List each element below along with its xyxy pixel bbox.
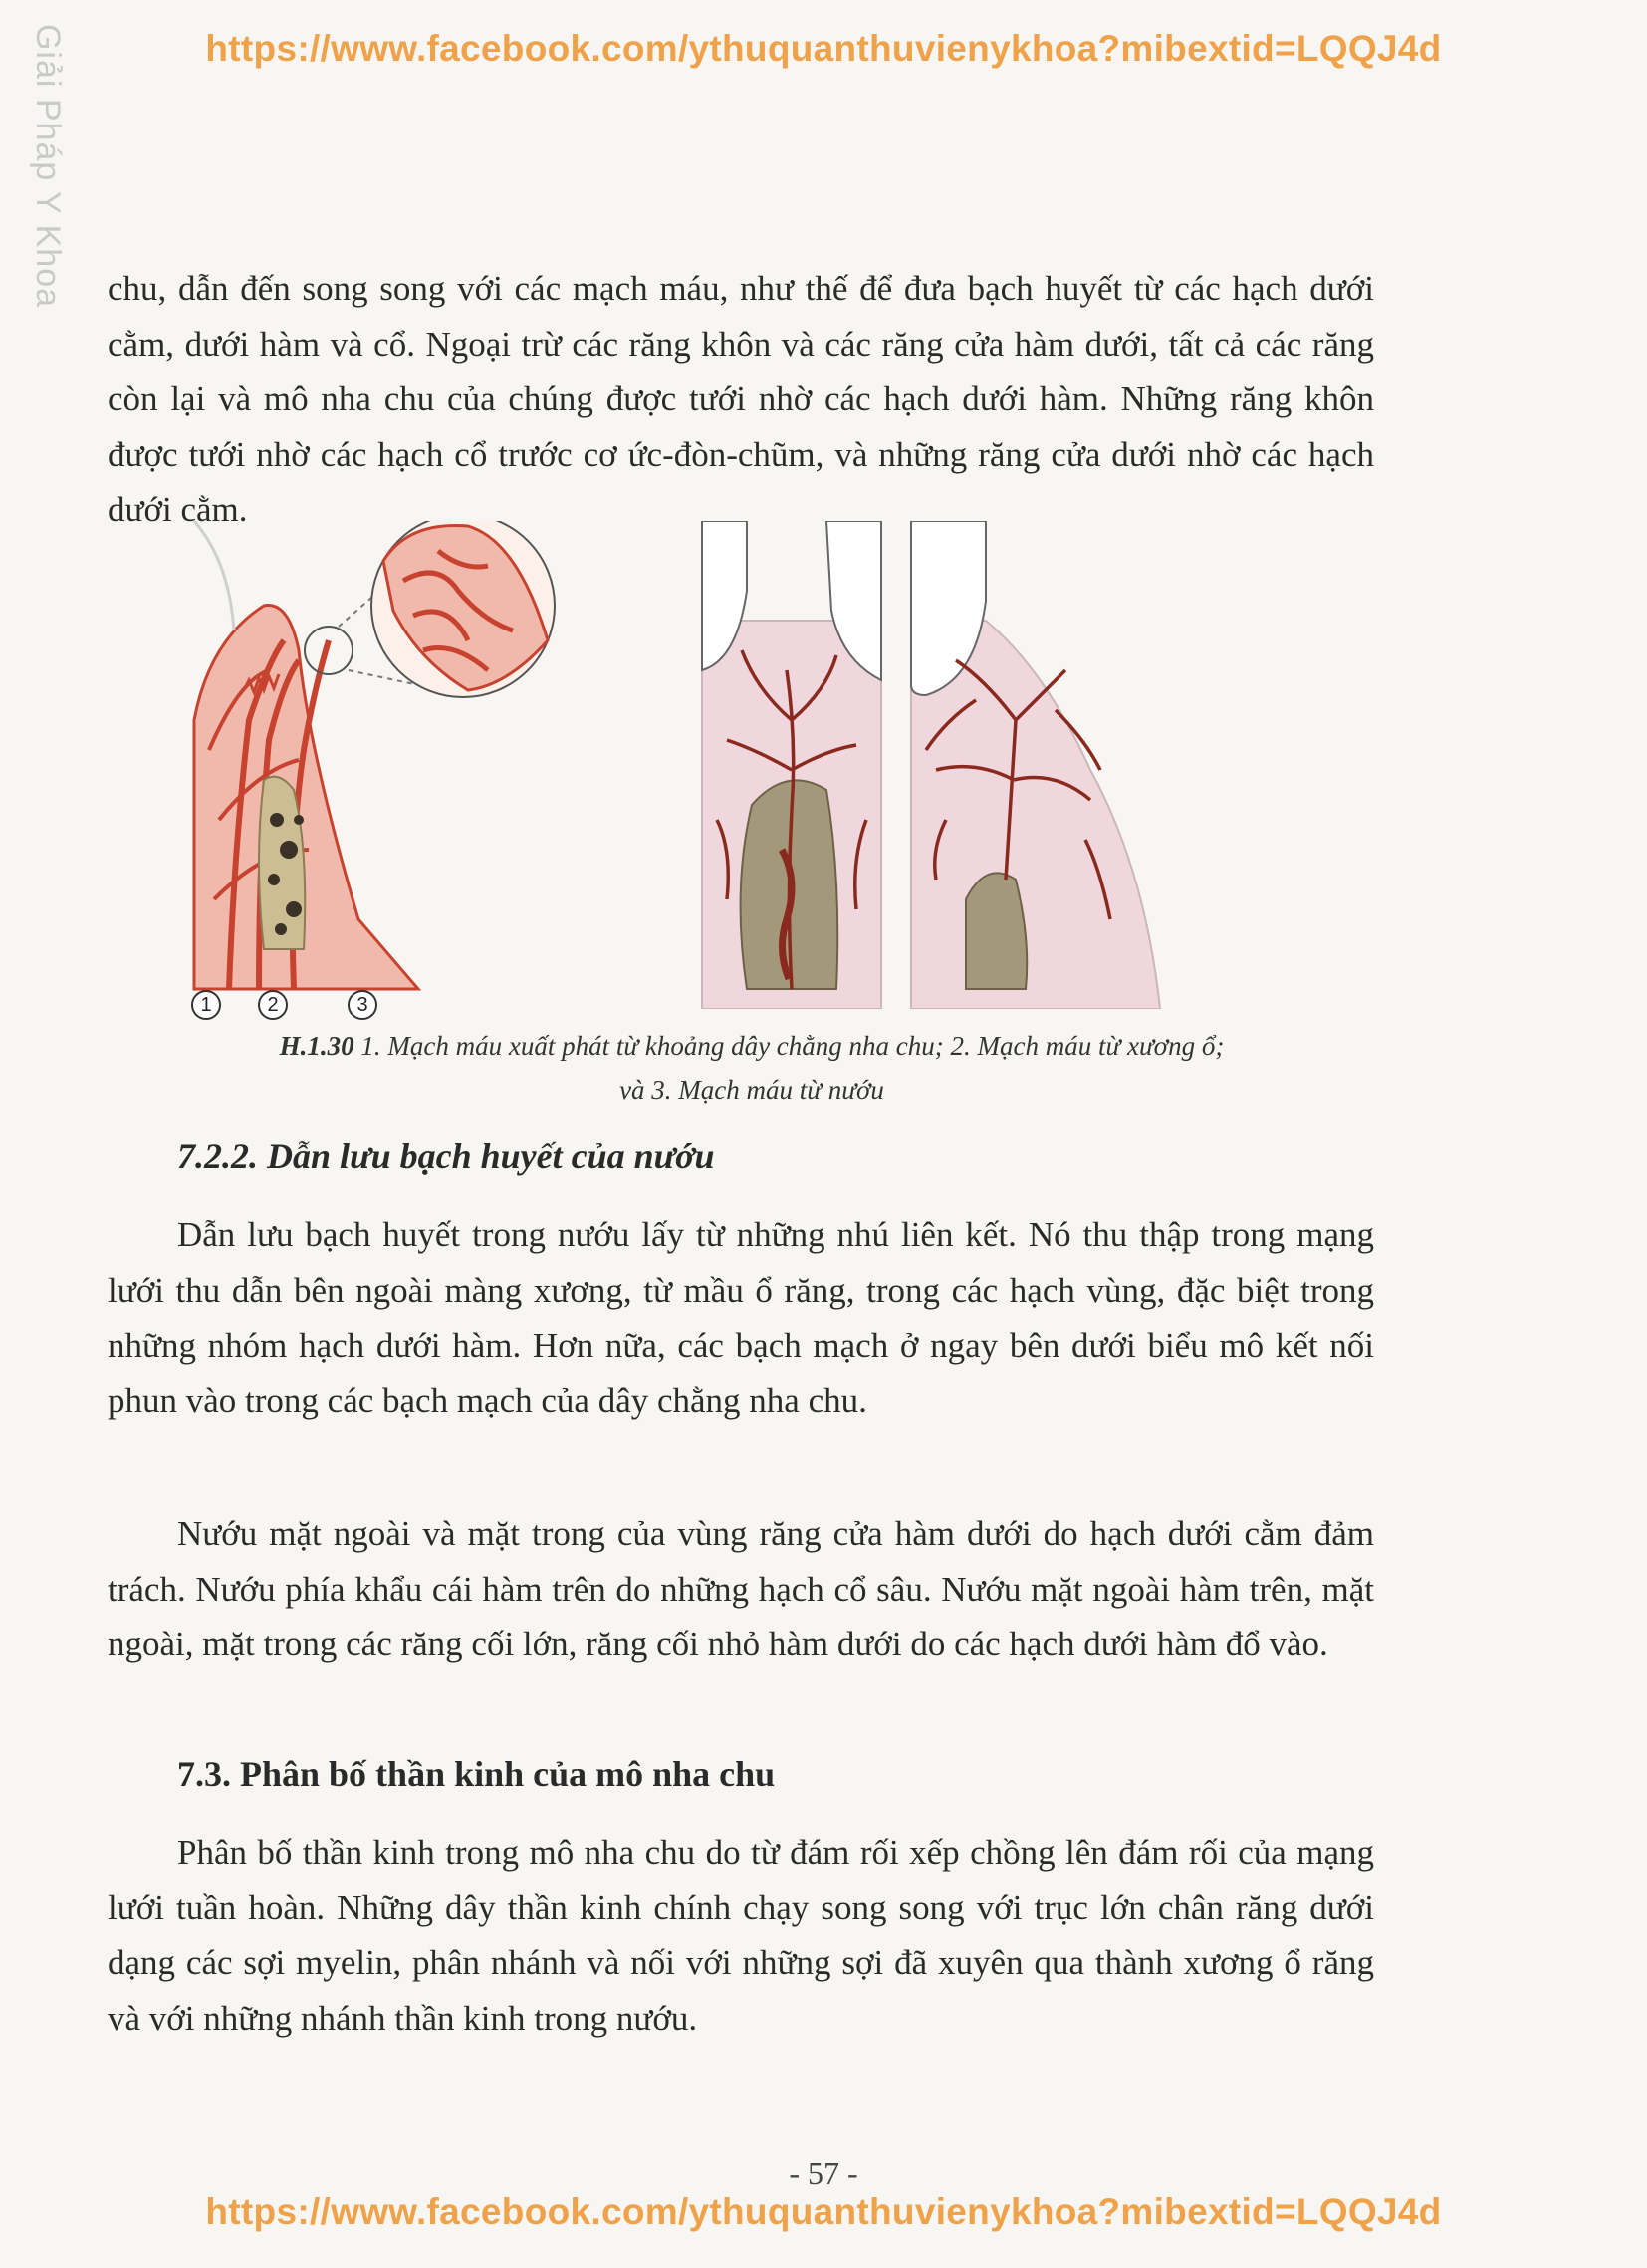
figure-caption-line-1 [119, 1024, 1384, 1068]
figure-number-1: 1 [191, 990, 221, 1020]
figure-caption [119, 1024, 1384, 1112]
side-watermark [18, 6, 78, 325]
vascular-supply-figure [189, 521, 1304, 1009]
paragraph-innervation: Phân bố thần kinh trong mô nha chu do từ đám rối xếp chồng lên đám rối của mạng lưới tuần hoàn. Những dây thần kinh chính chạy song song với trục lớn chân răng dưới dạng các sợi myelin, phân nhánh và nối với những sợi đã xuyên qua thành xương ổ răng và với những nhánh thần kinh trong nướu. [108, 1833, 1374, 2038]
figure-caption-line-2: và 3. Mạch máu từ nướu [619, 1075, 884, 1105]
figure-number-2: 2 [258, 990, 288, 1020]
paragraph-gingiva-regions: Nướu mặt ngoài và mặt trong của vùng răng cửa hàm dưới do hạch dưới cằm đảm trách. Nướu phía khẩu cái hàm trên do những hạch cổ sâu. Nướu mặt ngoài hàm trên, mặt ngoài, mặt trong các răng cối lớn, răng cối nhỏ hàm dưới do các hạch dưới hàm đổ vào. [108, 1514, 1374, 1663]
watermark-link-bottom[interactable]: https://www.facebook.com/ythuquanthuvienykhoa?mibextid=LQQJ4d [205, 2191, 1442, 2232]
figure-number-3: 3 [348, 990, 377, 1020]
page-number: - 57 - [789, 2155, 858, 2191]
section-heading-lymph-drainage: 7.2.2. Dẫn lưu bạch huyết của nướu [177, 1136, 715, 1176]
figure-panel-1 [194, 521, 555, 989]
section-heading-innervation: 7.3. Phân bố thần kinh của mô nha chu [177, 1754, 776, 1794]
figure-panel-2 [702, 521, 881, 1009]
paragraph-lymph-continuation: chu, dẫn đến song song với các mạch máu, như thế để đưa bạch huyết từ các hạch dưới cằm, dưới hàm và cổ. Ngoại trừ các răng khôn và các răng cửa hàm dưới, tất cả các răng còn lại và mô nha chu của chúng được tưới nhờ các hạch dưới hàm. Những răng khôn được tưới nhờ các hạch cổ trước cơ ức-đòn-chũm, và những răng cửa dưới nhờ các hạch dưới cằm. [108, 269, 1374, 529]
watermark-link-top[interactable]: https://www.facebook.com/ythuquanthuvienykhoa?mibextid=LQQJ4d [205, 28, 1442, 69]
figure-caption-text-1: 1. Mạch máu xuất phát từ khoảng dây chằng nha chu; 2. Mạch máu từ xương ổ; [360, 1031, 1225, 1061]
side-watermark-text: Giải Pháp Y Khoa [29, 23, 68, 308]
figure-panel-3 [911, 521, 1160, 1009]
paragraph-lymph-drainage: Dẫn lưu bạch huyết trong nướu lấy từ những nhú liên kết. Nó thu thập trong mạng lưới thu dẫn bên ngoài màng xương, từ mầu ổ răng, trong các hạch vùng, đặc biệt trong những nhóm hạch dưới hàm. Hơn nữa, các bạch mạch ở ngay bên dưới biểu mô kết nối phun vào trong các bạch mạch của dây chằng nha chu. [108, 1215, 1374, 1420]
figure-caption-label: H.1.30 [279, 1031, 354, 1061]
